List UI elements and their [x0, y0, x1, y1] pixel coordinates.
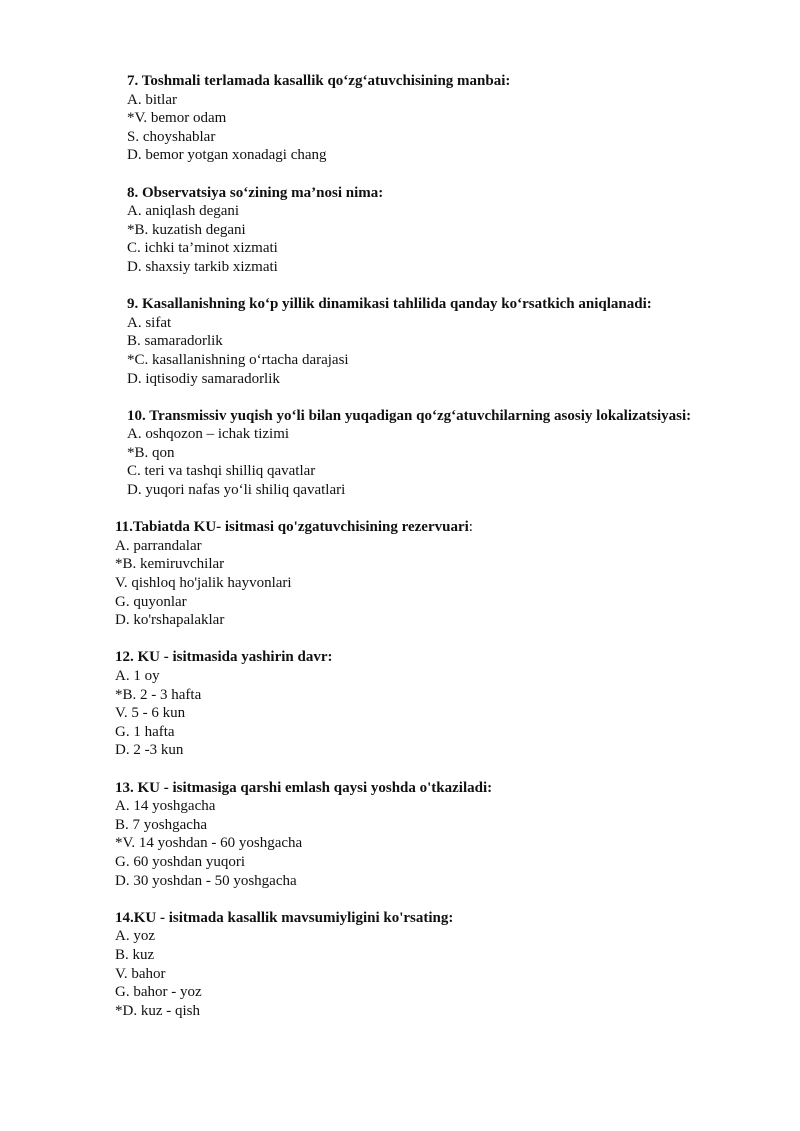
question-title: 7. Toshmali terlamada kasallik qo‘zg‘atuvchisining manbai: [127, 73, 511, 89]
question-8 [0, 184, 800, 277]
question-title-text: 11.Tabiatda KU- isitmasi qo'zgatuvchisining rezervuari [115, 519, 469, 536]
answer-option-correct: *B. kemiruvchilar [115, 556, 225, 573]
answer-option: G. 60 yoshdan yuqori [115, 853, 245, 870]
answer-option-correct: *B. qon [127, 444, 175, 461]
answer-option: D. 2 -3 kun [115, 742, 184, 759]
answer-option: A. bitlar [127, 91, 177, 108]
answer-option: A. 1 oy [115, 668, 160, 684]
question-title: 14.KU - isitmada kasallik mavsumiyligini ko'rsating: [115, 909, 454, 926]
question-14 [0, 909, 800, 1021]
answer-option: A. yoz [115, 928, 155, 945]
answer-option: G. bahor - yoz [115, 984, 202, 1001]
question-7 [0, 72, 800, 165]
question-11 [0, 518, 800, 630]
answer-option: B. kuz [115, 946, 155, 963]
answer-option: G. 1 hafta [115, 723, 175, 740]
answer-option: D. yuqori nafas yo‘li shiliq qavatlari [127, 482, 346, 499]
answer-option: V. 5 - 6 kun [115, 705, 186, 722]
answer-option-correct: *V. 14 yoshdan - 60 yoshgacha [115, 835, 303, 852]
answer-option: B. 7 yoshgacha [115, 816, 208, 833]
document-page [0, 72, 800, 1020]
answer-option: A. sifat [127, 314, 172, 331]
question-title: 12. KU - isitmasida yashirin davr: [115, 649, 333, 666]
question-title: 8. Observatsiya so‘zining ma’nosi nima: [127, 184, 384, 201]
answer-option: A. 14 yoshgacha [115, 798, 216, 815]
answer-option: D. bemor yotgan xonadagi chang [127, 147, 327, 164]
answer-option-correct: *C. kasallanishning o‘rtacha darajasi [127, 351, 349, 368]
answer-option: B. samaradorlik [127, 333, 223, 350]
answer-option: A. oshqozon – ichak tizimi [127, 426, 290, 443]
answer-option: A. aniqlash degani [127, 203, 240, 220]
answer-option-correct: *D. kuz - qish [115, 1002, 200, 1019]
answer-option: D. 30 yoshdan - 50 yoshgacha [115, 872, 297, 889]
question-12 [0, 648, 800, 760]
answer-option: V. qishloq ho'jalik hayvonlari [115, 575, 292, 592]
question-title [115, 518, 800, 537]
answer-option: D. iqtisodiy samaradorlik [127, 370, 280, 387]
answer-option: S. choyshablar [127, 128, 216, 145]
answer-option-correct: *V. bemor odam [127, 110, 227, 127]
answer-option-correct: *B. 2 - 3 hafta [115, 686, 202, 703]
question-title: 9. Kasallanishning ko‘p yillik dinamikasi tahlilida qanday ko‘rsatkich aniqlanadi: [127, 296, 652, 313]
answer-option-correct: *B. kuzatish degani [127, 221, 246, 238]
question-title-colon: : [468, 519, 473, 536]
answer-option: C. ichki ta’minot xizmati [127, 240, 278, 257]
question-title: 13. KU - isitmasiga qarshi emlash qaysi yoshda o'tkaziladi: [115, 779, 493, 796]
answer-option: D. ko'rshapalaklar [115, 612, 225, 629]
question-13 [0, 779, 800, 891]
question-9 [0, 295, 800, 388]
answer-option: V. bahor [115, 965, 166, 982]
answer-option: C. teri va tashqi shilliq qavatlar [127, 463, 316, 480]
question-10 [0, 407, 800, 500]
answer-option: G. quyonlar [115, 593, 187, 610]
question-title: 10. Transmissiv yuqish yo‘li bilan yuqadigan qo‘zg‘atuvchilarning asosiy lokalizatsiyasi: [127, 407, 692, 424]
answer-option: D. shaxsiy tarkib xizmati [127, 258, 278, 275]
answer-option: A. parrandalar [115, 537, 202, 554]
